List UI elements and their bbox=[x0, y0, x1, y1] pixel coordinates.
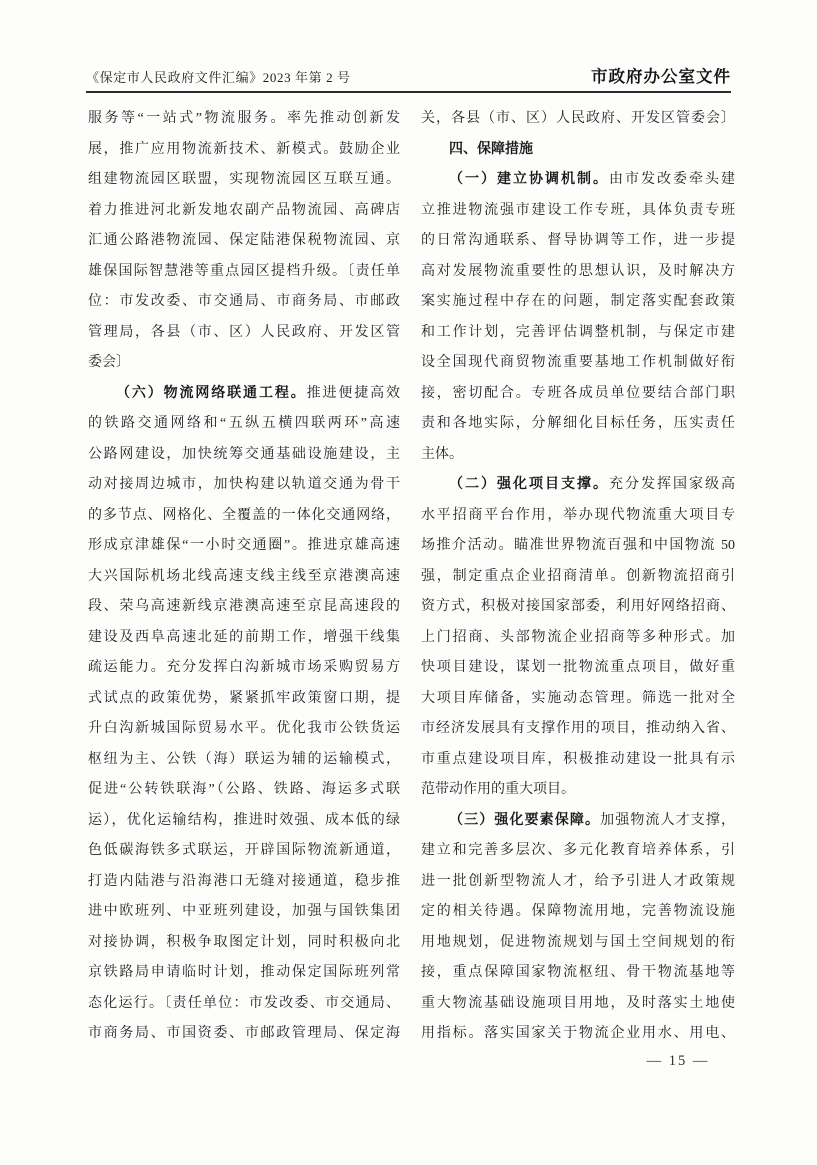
text-line bbox=[421, 165, 735, 196]
body-text: 疏运能力。充分发挥白沟新城市场采购贸易方 bbox=[88, 660, 400, 675]
body-text: 接，密切配合。专班各成员单位要结合部门职 bbox=[421, 385, 735, 401]
text-line bbox=[88, 958, 400, 989]
text-line bbox=[421, 531, 735, 562]
body-text: 和工作计划，完善评估调整机制，与保定市建 bbox=[421, 324, 735, 340]
body-text: 接，重点保障国家物流枢纽、骨干物流基地等 bbox=[421, 965, 735, 980]
body-text: 加强物流人才支撑， bbox=[600, 812, 735, 828]
body-text: 公路网建设，加快统筹交通基础设施建设，主 bbox=[88, 446, 400, 462]
text-line bbox=[421, 501, 735, 532]
body-text: 着力推进河北新发地农副产品物流园、高碑店 bbox=[88, 202, 400, 218]
text-line bbox=[88, 836, 400, 867]
body-text: 水平招商平台作用，举办现代物流重大项目专 bbox=[421, 507, 735, 523]
body-text: 形成京津雄保“一小时交通圈”。推进京雄高速 bbox=[88, 538, 400, 553]
body-text: 大项目库储备，实施动态管理。筛选一批对全 bbox=[421, 690, 735, 706]
text-line bbox=[421, 928, 735, 959]
heading-text: （一）建立协调机制。 bbox=[449, 172, 609, 187]
text-line bbox=[421, 287, 735, 318]
body-text: 进一批创新型物流人才，给予引进人才政策规 bbox=[421, 873, 735, 889]
body-text: 推进便捷高效 bbox=[306, 385, 400, 401]
body-text: 色低碳海铁多式联运，开辟国际物流新通道， bbox=[88, 843, 400, 858]
body-text: 位：市发改委、市交通局、市商务局、市邮政 bbox=[88, 294, 400, 309]
body-text: 案实施过程中存在的问题，制定落实配套政策 bbox=[421, 294, 735, 309]
body-text: 市经济发展具有支撑作用的项目，推动纳入省、 bbox=[421, 721, 735, 736]
text-line bbox=[88, 745, 400, 776]
text-line bbox=[421, 775, 735, 806]
heading-text: 四、保障措施 bbox=[449, 141, 533, 157]
body-text: 大兴国际机场北线高速支线主线至京港澳高速 bbox=[88, 568, 400, 584]
text-line bbox=[88, 287, 400, 318]
text-line bbox=[88, 257, 400, 288]
text-line bbox=[421, 806, 735, 837]
text-line bbox=[88, 165, 400, 196]
text-line bbox=[88, 501, 400, 532]
body-text: 立推进物流强市建设工作专班，具体负责专班 bbox=[421, 202, 735, 218]
body-text: 高对发展物流重要性的思想认识，及时解决方 bbox=[421, 263, 735, 279]
text-line bbox=[421, 623, 735, 654]
body-text: 升白沟新城国际贸易水平。优化我市公铁货运 bbox=[88, 721, 400, 736]
text-line bbox=[88, 440, 400, 471]
body-text: 态化运行。〔责任单位：市发改委、市交通局、 bbox=[88, 995, 400, 1011]
document-category-title: 市政府办公室文件 bbox=[591, 68, 731, 86]
text-line bbox=[421, 226, 735, 257]
body-text: 资方式，积极对接国家部委，利用好网络招商、 bbox=[421, 599, 735, 614]
body-text: 组建物流园区联盟，实现物流园区互联互通。 bbox=[88, 172, 400, 187]
body-text: 服务等“一站式”物流服务。率先推动创新发 bbox=[88, 111, 400, 126]
body-text: 强，制定重点企业招商清单。创新物流招商引 bbox=[421, 568, 735, 584]
text-line bbox=[88, 714, 400, 745]
text-line bbox=[421, 104, 735, 135]
text-line bbox=[88, 867, 400, 898]
compilation-title: 《保定市人民政府文件汇编》2023 年第 2 号 bbox=[86, 70, 351, 85]
body-text: 展，推广应用物流新技术、新模式。鼓励企业 bbox=[88, 141, 400, 157]
body-text: 雄保国际智慧港等重点园区提档升级。〔责任单 bbox=[88, 263, 400, 279]
right-text-column bbox=[421, 104, 735, 1050]
body-text: 的多节点、网格化、全覆盖的一体化交通网络， bbox=[88, 507, 400, 523]
body-text: 市重点建设项目库，积极推动建设一批具有示 bbox=[421, 751, 735, 767]
text-line bbox=[421, 348, 735, 379]
body-text: 式试点的政策优势，紧紧抓牢政策窗口期，提 bbox=[88, 690, 400, 706]
body-text: 充分发挥国家级高 bbox=[609, 477, 735, 492]
text-line bbox=[88, 379, 400, 410]
text-line bbox=[421, 196, 735, 227]
body-text: 段、荣乌高速新线京港澳高速至京昆高速段的 bbox=[88, 599, 400, 614]
text-line bbox=[421, 592, 735, 623]
body-text: 京铁路局申请临时计划，推动保定国际班列常 bbox=[88, 965, 400, 980]
text-line bbox=[421, 714, 735, 745]
heading-text: （六）物流网络联通工程。 bbox=[116, 385, 307, 401]
text-line bbox=[88, 592, 400, 623]
text-line bbox=[88, 104, 400, 135]
body-text: 建设及西阜高速北延的前期工作，增强干线集 bbox=[88, 629, 400, 645]
text-line bbox=[88, 318, 400, 349]
text-line bbox=[88, 653, 400, 684]
text-line bbox=[421, 897, 735, 928]
body-text: 关，各县（市、区）人民政府、开发区管委会〕 bbox=[421, 111, 735, 126]
body-text: 的日常沟通联系、督导协调等工作，进一步提 bbox=[421, 233, 735, 248]
text-line bbox=[88, 928, 400, 959]
body-text: 用地规划，促进物流规划与国土空间规划的衔 bbox=[421, 934, 735, 950]
body-text: 用指标。落实国家关于物流企业用水、用电、 bbox=[421, 1026, 735, 1041]
body-text: 运），优化运输结构，推进时效强、成本低的绿 bbox=[88, 812, 400, 828]
body-text: 责和各地实际，分解细化目标任务，压实责任 bbox=[421, 416, 735, 431]
text-line bbox=[88, 196, 400, 227]
body-text: 上门招商、头部物流企业招商等多种形式。加 bbox=[421, 629, 735, 645]
body-text: 主体。 bbox=[421, 446, 463, 462]
text-line bbox=[421, 409, 735, 440]
body-text: 管理局，各县（市、区）人民政府、开发区管 bbox=[88, 324, 400, 340]
heading-text: （二）强化项目支撑。 bbox=[449, 477, 609, 492]
text-line bbox=[88, 775, 400, 806]
body-text: 对接协调，积极争取图定计划，同时积极向北 bbox=[88, 934, 400, 950]
text-line bbox=[88, 897, 400, 928]
text-line bbox=[421, 836, 735, 867]
text-line bbox=[88, 562, 400, 593]
text-line bbox=[421, 653, 735, 684]
body-text: 市商务局、市国资委、市邮政管理局、保定海 bbox=[88, 1026, 400, 1041]
body-text: 打造内陆港与沿海港口无缝对接通道，稳步推 bbox=[88, 873, 400, 889]
text-line bbox=[421, 684, 735, 715]
text-line bbox=[88, 623, 400, 654]
body-text: 场推介活动。瞄准世界物流百强和中国物流 50 bbox=[421, 538, 735, 553]
text-line bbox=[421, 1019, 735, 1050]
text-line bbox=[88, 409, 400, 440]
text-line bbox=[88, 226, 400, 257]
body-text: 范带动作用的重大项目。 bbox=[421, 782, 575, 797]
text-line bbox=[421, 379, 735, 410]
text-line bbox=[88, 1019, 400, 1050]
text-line bbox=[421, 958, 735, 989]
text-line bbox=[88, 470, 400, 501]
body-text: 重大物流基础设施项目用地，及时落实土地使 bbox=[421, 995, 735, 1011]
text-line bbox=[421, 989, 735, 1020]
text-line bbox=[421, 257, 735, 288]
text-line bbox=[88, 989, 400, 1020]
heading-text: （三）强化要素保障。 bbox=[449, 812, 601, 828]
text-line bbox=[421, 135, 735, 166]
body-text: 由市发改委牵头建 bbox=[609, 172, 735, 187]
text-line bbox=[421, 470, 735, 501]
text-line bbox=[88, 348, 400, 379]
text-line bbox=[88, 684, 400, 715]
body-text: 汇通公路港物流园、保定陆港保税物流园、京 bbox=[88, 233, 400, 248]
text-line bbox=[421, 745, 735, 776]
text-line bbox=[88, 806, 400, 837]
body-text: 设全国现代商贸物流重要基地工作机制做好衔 bbox=[421, 355, 735, 370]
body-text: 定的相关待遇。保障物流用地，完善物流设施 bbox=[421, 904, 735, 919]
page-header bbox=[86, 60, 731, 90]
text-line bbox=[421, 440, 735, 471]
text-line bbox=[88, 135, 400, 166]
body-text: 枢纽为主、公铁（海）联运为辅的运输模式， bbox=[88, 751, 400, 767]
text-line bbox=[421, 562, 735, 593]
body-text: 建立和完善多层次、多元化教育培养体系，引 bbox=[421, 843, 735, 858]
text-line bbox=[421, 318, 735, 349]
page-number: — 15 — bbox=[646, 1053, 710, 1069]
body-text: 进中欧班列、中亚班列建设，加强与国铁集团 bbox=[88, 904, 400, 919]
left-text-column bbox=[88, 104, 400, 1050]
body-text: 促进“公转铁联海”（公路、铁路、海运多式联 bbox=[88, 782, 400, 797]
body-text: 的铁路交通网络和“五纵五横四联两环”高速 bbox=[88, 416, 400, 431]
body-text: 动对接周边城市，加快构建以轨道交通为骨干 bbox=[88, 477, 400, 492]
header-rule bbox=[86, 91, 731, 93]
body-text: 委会〕 bbox=[88, 355, 130, 370]
text-line bbox=[88, 531, 400, 562]
text-line bbox=[421, 867, 735, 898]
body-text: 快项目建设，谋划一批物流重点项目，做好重 bbox=[421, 660, 735, 675]
